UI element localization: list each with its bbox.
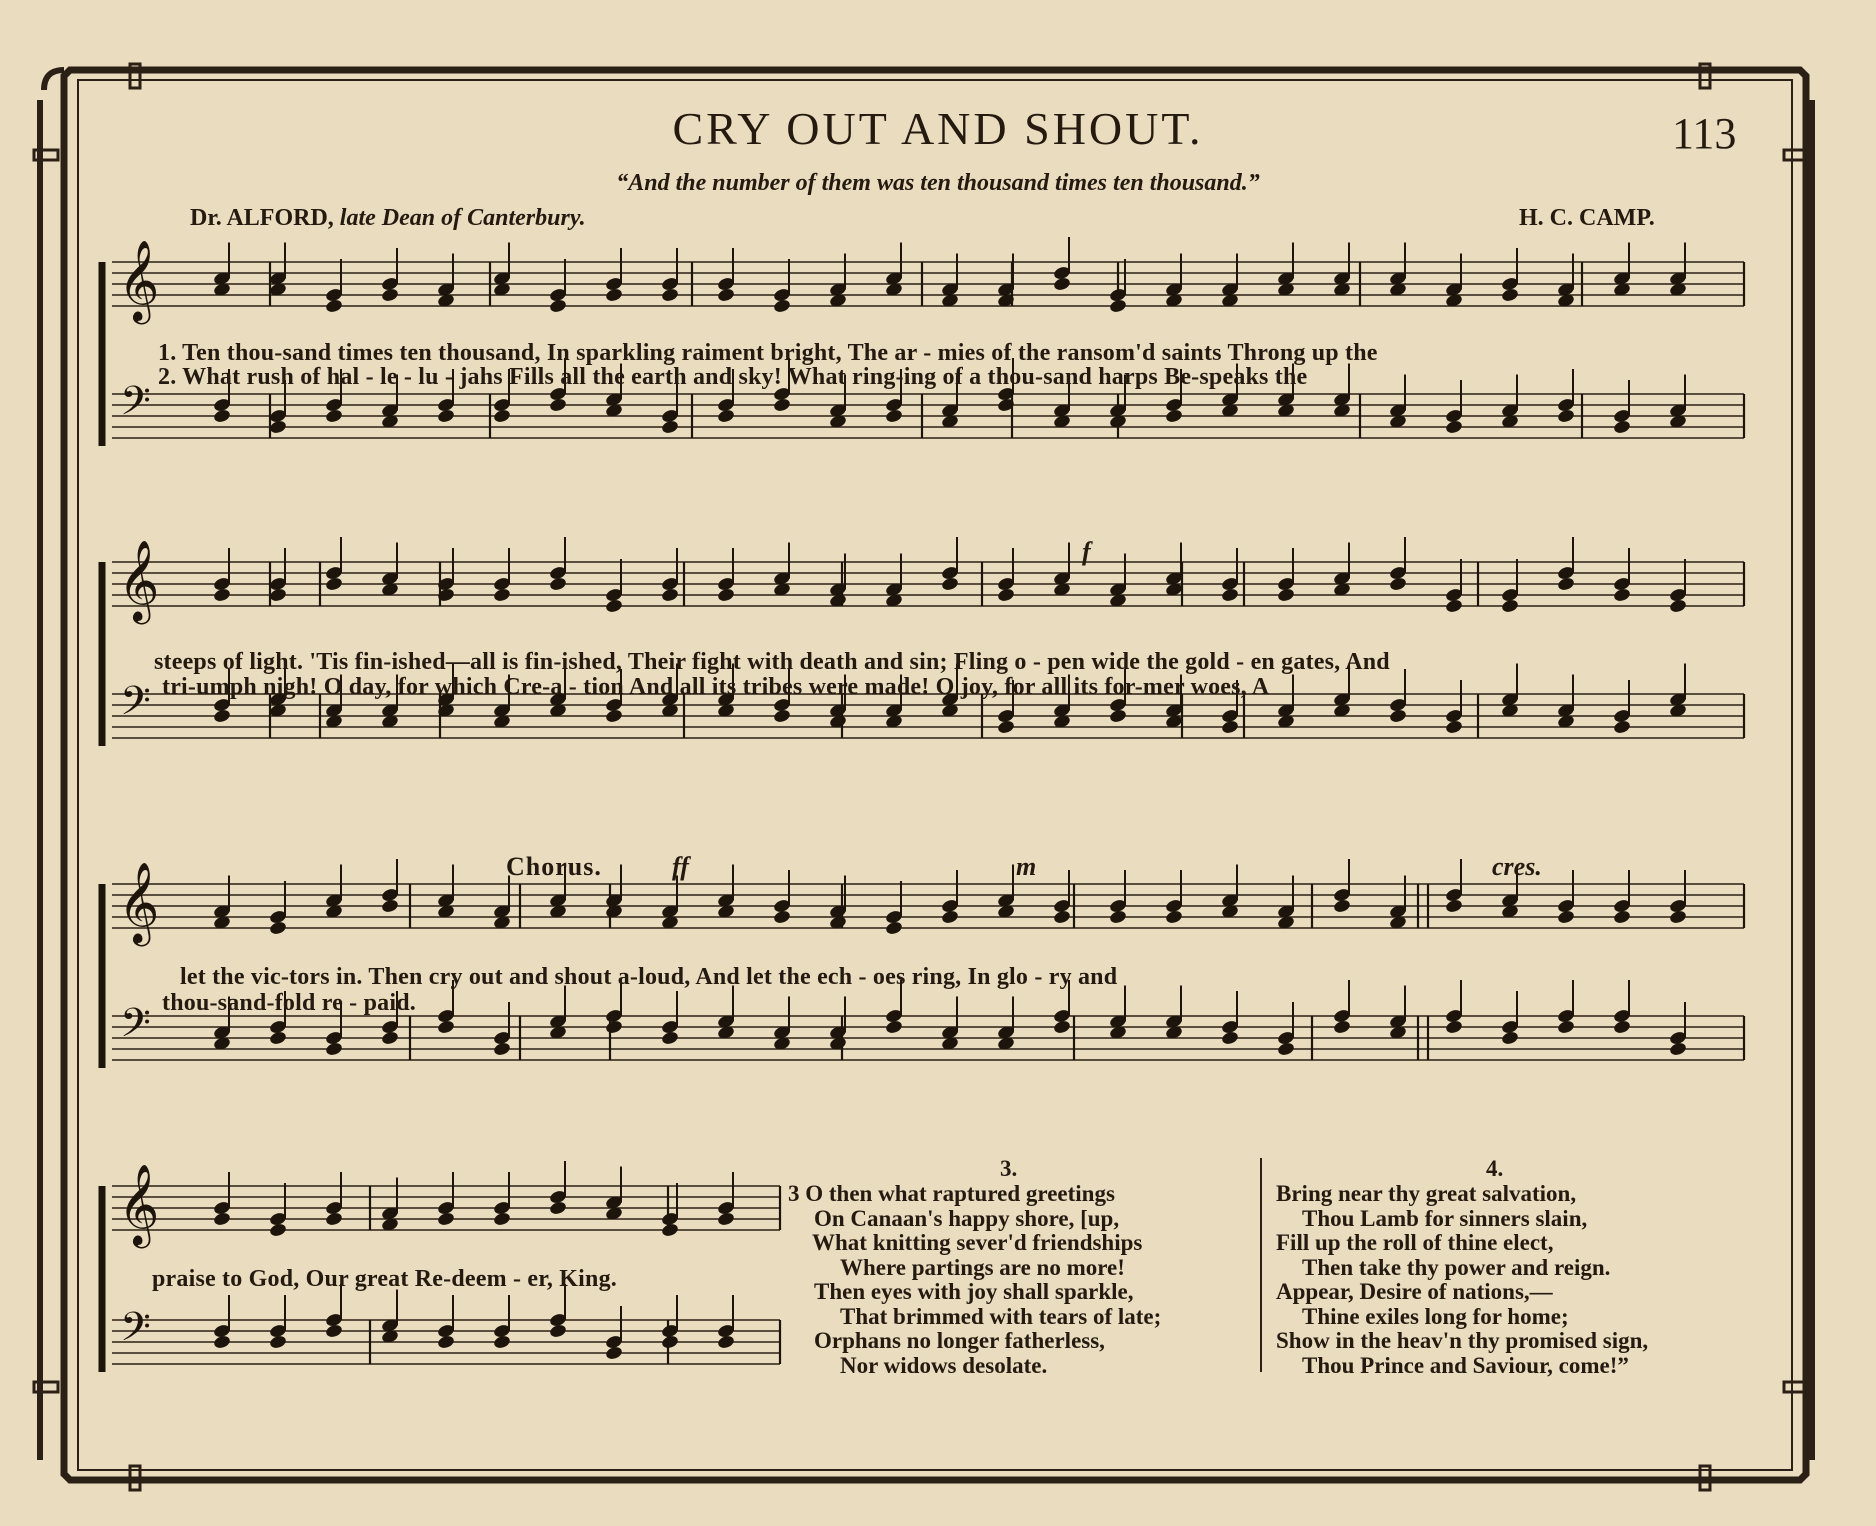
note <box>1389 708 1408 724</box>
bass-clef-icon: 𝄢 <box>120 378 151 434</box>
note <box>213 408 232 424</box>
note <box>1613 1019 1632 1035</box>
note <box>773 909 792 925</box>
treble-staff <box>112 884 1744 928</box>
note <box>941 576 960 592</box>
stanza3-number: 3. <box>1000 1156 1018 1181</box>
author-name: Dr. ALFORD, <box>190 205 334 231</box>
note <box>1613 909 1632 925</box>
page-number: 113 <box>1672 109 1737 158</box>
note <box>661 1222 680 1238</box>
stanza4-line: Appear, Desire of nations,— <box>1276 1279 1553 1304</box>
stanza4 <box>1276 1182 1648 1378</box>
treble-clef-icon: 𝄞 <box>118 861 160 943</box>
stanza4-line: Thine exiles long for home; <box>1302 1303 1569 1329</box>
note <box>549 1200 568 1216</box>
author-role: late Dean of Canterbury. <box>339 205 586 231</box>
note <box>605 1345 624 1361</box>
note <box>1445 1019 1464 1035</box>
note <box>661 287 680 303</box>
note <box>885 920 904 936</box>
note <box>1501 287 1520 303</box>
stanza4-line: Then take thy power and reign. <box>1302 1254 1611 1280</box>
treble-clef-icon: 𝄞 <box>118 1163 160 1245</box>
stanza3-line: 3 O then what raptured greetings <box>788 1181 1115 1206</box>
system2-verse1: steeps of light. 'Tis fin-ished—all is fin-ished, Their fight with death and sin; Fling o - pen wide the gold - en gates, And <box>154 649 1390 675</box>
note <box>1557 576 1576 592</box>
note <box>661 587 680 603</box>
note <box>437 1211 456 1227</box>
note <box>773 298 792 314</box>
note <box>213 1211 232 1227</box>
dynamic-forte: f <box>1082 537 1091 566</box>
note <box>1445 898 1464 914</box>
dynamic-mezzo: m <box>1016 852 1037 881</box>
note <box>605 598 624 614</box>
treble-staff <box>112 262 1744 306</box>
note <box>717 1334 736 1350</box>
note <box>437 1334 456 1350</box>
system3-verse1: let the vic-tors in. Then cry out and shout a-loud, And let the ech - oes ring, In glo - ry and <box>180 964 1118 990</box>
stanza3-line: Nor widows desolate. <box>840 1352 1048 1378</box>
bass-staff <box>112 394 1744 438</box>
stanza-divider <box>1260 1158 1262 1372</box>
note <box>997 587 1016 603</box>
note <box>1053 276 1072 292</box>
note <box>1165 909 1184 925</box>
note <box>381 1030 400 1046</box>
note <box>549 397 568 413</box>
note <box>1445 598 1464 614</box>
stanza4-line: Fill up the roll of thine elect, <box>1276 1230 1554 1255</box>
note <box>269 419 288 435</box>
note <box>493 1211 512 1227</box>
note <box>269 920 288 936</box>
note <box>1557 408 1576 424</box>
note <box>1165 408 1184 424</box>
note <box>661 1334 680 1350</box>
stanza4-line: Thou Lamb for sinners slain, <box>1302 1205 1588 1231</box>
note <box>381 287 400 303</box>
note <box>549 576 568 592</box>
system1-verse1: 1. Ten thou-sand times ten thousand, In sparkling raiment bright, The ar - mies of the ransom'd saints Throng up the <box>158 340 1378 366</box>
treble-staff <box>112 562 1744 606</box>
note <box>1333 1019 1352 1035</box>
note <box>269 1334 288 1350</box>
note <box>717 1211 736 1227</box>
note <box>1445 719 1464 735</box>
note <box>1053 909 1072 925</box>
stanza3-line: Then eyes with joy shall sparkle, <box>814 1279 1134 1304</box>
note <box>493 587 512 603</box>
stanza3-line: What knitting sever'd friendships <box>812 1230 1143 1255</box>
note <box>325 1041 344 1057</box>
note <box>1109 708 1128 724</box>
note <box>1669 909 1688 925</box>
note <box>437 408 456 424</box>
epigraph: “And the number of them was ten thousand times ten thousand.” <box>616 170 1260 196</box>
hymn-title: CRY OUT AND SHOUT. <box>672 103 1204 154</box>
note <box>1669 598 1688 614</box>
note <box>1501 598 1520 614</box>
treble-clef-icon: 𝄞 <box>118 539 160 621</box>
system4-verse1: praise to God, Our great Re-deem - er, King. <box>152 1266 617 1292</box>
stanza4-number: 4. <box>1486 1156 1504 1181</box>
stanza3 <box>788 1182 1161 1378</box>
note <box>1445 419 1464 435</box>
note <box>1221 587 1240 603</box>
note <box>493 408 512 424</box>
note <box>381 898 400 914</box>
note <box>1557 909 1576 925</box>
note <box>325 576 344 592</box>
note <box>1277 1041 1296 1057</box>
dynamic-fortissimo: ff <box>672 852 689 881</box>
note <box>1557 1019 1576 1035</box>
note <box>605 287 624 303</box>
note <box>773 397 792 413</box>
note <box>1389 576 1408 592</box>
composer-credit: H. C. CAMP. <box>1519 205 1655 231</box>
system2-verse2: tri-umph nigh! O day, for which Cre-a - tion And all its tribes were made! O joy, for all its for-mer woes, A <box>162 674 1270 700</box>
note <box>885 1019 904 1035</box>
bass-clef-icon: 𝄢 <box>120 1000 151 1056</box>
note <box>269 587 288 603</box>
stanza3-line: On Canaan's happy shore, [up, <box>814 1205 1120 1231</box>
stanza3-line: Where partings are no more! <box>840 1254 1125 1280</box>
note <box>1613 419 1632 435</box>
note <box>773 708 792 724</box>
stanza4-line: Thou Prince and Saviour, come!” <box>1302 1352 1629 1378</box>
treble-clef-icon: 𝄞 <box>118 239 160 321</box>
note <box>885 408 904 424</box>
dynamic-crescendo: cres. <box>1492 852 1542 881</box>
note <box>325 408 344 424</box>
stanza4-line: Bring near thy great salvation, <box>1276 1181 1577 1206</box>
note <box>213 587 232 603</box>
note <box>325 298 344 314</box>
bass-staff <box>112 1016 1744 1060</box>
note <box>1613 719 1632 735</box>
note <box>605 1019 624 1035</box>
system3-verse2: thou-sand-fold re - paid. <box>162 990 416 1016</box>
note <box>1501 1030 1520 1046</box>
note <box>213 1334 232 1350</box>
note <box>1669 1041 1688 1057</box>
note <box>717 408 736 424</box>
note <box>941 909 960 925</box>
note <box>1613 587 1632 603</box>
note <box>325 1211 344 1227</box>
stanza4-line: Show in the heav'n thy promised sign, <box>1276 1328 1649 1353</box>
note <box>661 1030 680 1046</box>
note <box>1053 1019 1072 1035</box>
stanza3-line: That brimmed with tears of late; <box>840 1303 1162 1329</box>
note <box>997 719 1016 735</box>
note <box>1277 587 1296 603</box>
note <box>717 287 736 303</box>
note <box>661 419 680 435</box>
stanza3-line: Orphans no longer fatherless, <box>814 1328 1105 1353</box>
note <box>549 298 568 314</box>
note <box>1221 1030 1240 1046</box>
note <box>717 587 736 603</box>
note <box>493 1334 512 1350</box>
note <box>493 1041 512 1057</box>
note <box>549 1323 568 1339</box>
bass-clef-icon: 𝄢 <box>120 1304 151 1360</box>
chorus-label: Chorus. <box>506 852 602 881</box>
note <box>1109 298 1128 314</box>
note <box>213 708 232 724</box>
note <box>1221 719 1240 735</box>
note <box>325 1323 344 1339</box>
note <box>605 708 624 724</box>
system1-verse2: 2. What rush of hal - le - lu - jahs Fills all the earth and sky! What ring-ing of a thou-sand harps Be-speaks the <box>158 364 1308 390</box>
note <box>437 1019 456 1035</box>
note <box>269 1030 288 1046</box>
bass-clef-icon: 𝄢 <box>120 678 151 734</box>
note <box>269 1222 288 1238</box>
note <box>1109 909 1128 925</box>
note <box>1333 898 1352 914</box>
